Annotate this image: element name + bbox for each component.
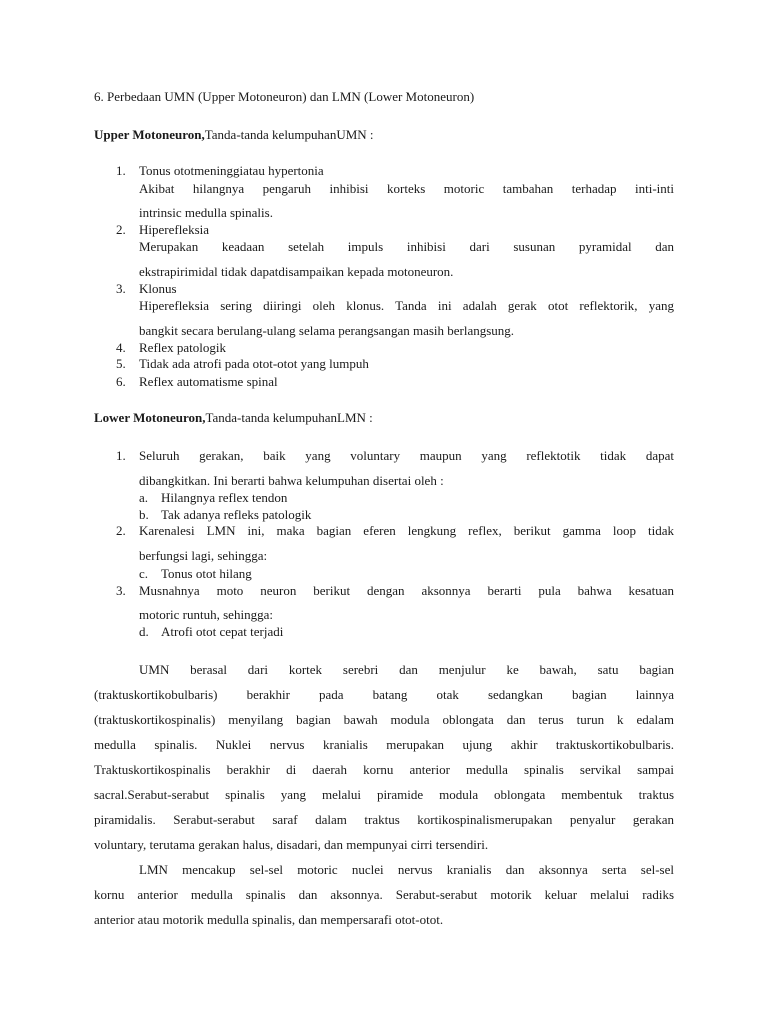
umn-item-desc: intrinsic medulla spinalis. <box>139 205 273 220</box>
lmn-item-text: berfungsi lagi, sehingga: <box>139 548 268 563</box>
umn-section-title <box>94 127 374 143</box>
sub-item-text: Atrofi otot cepat terjadi <box>161 624 284 639</box>
umn-item-desc: ekstrapirimidal tidak dapatdisampaikan kepada motoneuron. <box>139 264 454 279</box>
paragraph-line: sacral.Serabut-serabut spinalis yang melalui piramide modula oblongata membentuk traktus <box>94 787 674 802</box>
lmn-item-text: Musnahnya moto neuron berikut dengan aksonnya berarti pula bahwa kesatuan <box>139 583 674 598</box>
lmn-item-text: Karenalesi LMN ini, maka bagian eferen lengkung reflex, berikut gamma loop tidak <box>139 523 674 538</box>
sub-letter: a. <box>139 490 149 505</box>
umn-item-title: Hiperefleksia <box>139 222 210 237</box>
list-number: 6. <box>116 374 126 389</box>
sub-item-text: Hilangnya reflex tendon <box>161 490 288 505</box>
sub-item-text: Tonus otot hilang <box>161 566 252 581</box>
lmn-item-text: Seluruh gerakan, baik yang voluntary maupun yang reflektotik tidak dapat <box>139 448 674 463</box>
document-heading: 6. Perbedaan UMN (Upper Motoneuron) dan LMN (Lower Motoneuron) <box>94 89 475 104</box>
umn-item-title: Tonus ototmeninggiatau hypertonia <box>139 163 324 178</box>
list-number: 5. <box>116 356 126 371</box>
paragraph-line: piramidalis. Serabut-serabut saraf dalam traktus kortikospinalismerupakan penyalur gerakan <box>94 812 674 827</box>
list-number: 1. <box>116 163 126 178</box>
umn-title-bold: Upper Motoneuron, <box>94 127 205 142</box>
paragraph-line: anterior atau motorik medulla spinalis, dan mempersarafi otot-otot. <box>94 912 444 927</box>
list-number: 1. <box>116 448 126 463</box>
sub-letter: c. <box>139 566 149 581</box>
list-number: 4. <box>116 340 126 355</box>
lmn-section-title <box>94 410 373 426</box>
list-number: 3. <box>116 281 126 296</box>
umn-item-desc: Merupakan keadaan setelah impuls inhibisi dari susunan pyramidal dan <box>139 239 674 254</box>
sub-letter: d. <box>139 624 149 639</box>
umn-item-desc: Akibat hilangnya pengaruh inhibisi korteks motoric tambahan terhadap inti-inti <box>139 181 674 196</box>
paragraph-line: LMN mencakup sel-sel motoric nuclei nervus kranialis dan aksonnya serta sel-sel <box>139 862 674 877</box>
list-number: 2. <box>116 523 126 538</box>
umn-item-title: Klonus <box>139 281 177 296</box>
umn-title-rest: Tanda-tanda kelumpuhanUMN : <box>204 127 374 142</box>
sub-letter: b. <box>139 507 149 522</box>
lmn-title-rest: Tanda-tanda kelumpuhanLMN : <box>205 410 373 425</box>
paragraph-line: (traktuskortikospinalis) menyilang bagian bawah modula oblongata dan terus turun k edalam <box>94 712 674 727</box>
paragraph-line: voluntary, terutama gerakan halus, disadari, dan mempunyai cirri tersendiri. <box>94 837 489 852</box>
paragraph-line: Traktuskortikospinalis berakhir di daerah kornu anterior medulla spinalis servikal sampai <box>94 762 674 777</box>
umn-item-desc: bangkit secara berulang-ulang selama perangsangan masih berlangsung. <box>139 323 515 338</box>
lmn-title-bold: Lower Motoneuron, <box>94 410 206 425</box>
paragraph-line: (traktuskortikobulbaris) berakhir pada batang otak sedangkan bagian lainnya <box>94 687 674 702</box>
umn-item-title: Reflex automatisme spinal <box>139 374 278 389</box>
lmn-item-text: motoric runtuh, sehingga: <box>139 607 273 622</box>
list-number: 2. <box>116 222 126 237</box>
paragraph-line: medulla spinalis. Nuklei nervus kranialis merupakan ujung akhir traktuskortikobulbaris. <box>94 737 674 752</box>
umn-item-title: Reflex patologik <box>139 340 227 355</box>
lmn-item-text: dibangkitkan. Ini berarti bahwa kelumpuhan disertai oleh : <box>139 473 444 488</box>
paragraph-line: UMN berasal dari kortek serebri dan menjulur ke bawah, satu bagian <box>139 662 674 677</box>
list-number: 3. <box>116 583 126 598</box>
paragraph-line: kornu anterior medulla spinalis dan aksonnya. Serabut-serabut motorik keluar melalui radiks <box>94 887 674 902</box>
umn-item-title: Tidak ada atrofi pada otot-otot yang lumpuh <box>139 356 369 371</box>
sub-item-text: Tak adanya refleks patologik <box>161 507 312 522</box>
umn-item-desc: Hiperefleksia sering diiringi oleh klonus. Tanda ini adalah gerak otot reflektorik, yang <box>139 298 674 313</box>
